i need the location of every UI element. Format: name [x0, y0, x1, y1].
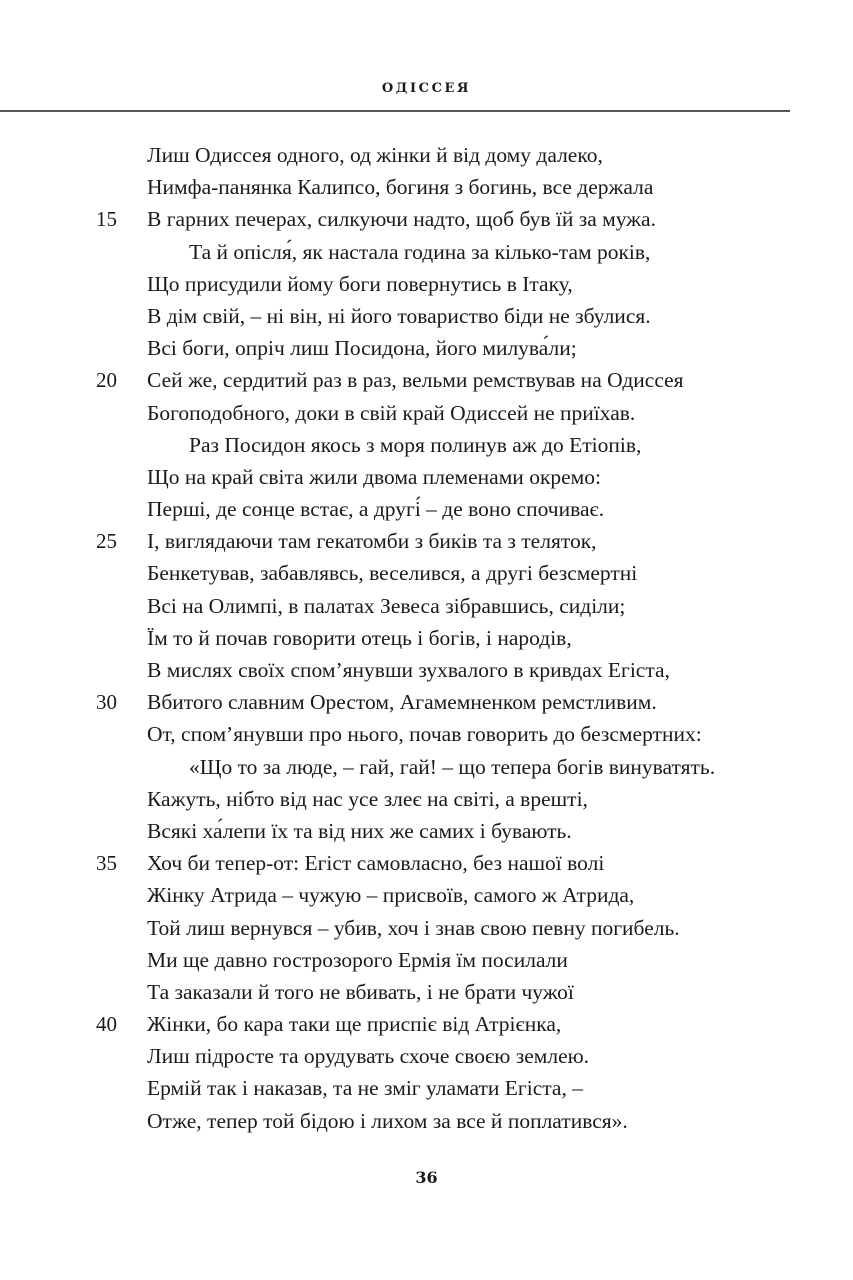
- verse-line: [0, 461, 853, 493]
- line-text: Бенкетував, забавлявсь, веселився, а другі безсмертні: [147, 561, 638, 586]
- verse-line: [0, 590, 853, 622]
- verse-line: [0, 236, 853, 268]
- line-text: Та й опісля́, як настала година за кілько-там років,: [189, 239, 651, 264]
- line-text: Отже, тепер той бідою і лихом за все й поплатився».: [147, 1108, 628, 1133]
- line-text: В дім свій, – ні він, ні його товариство біди не збулися.: [147, 303, 651, 328]
- line-text: В мислях своїх спом’янувши зухвалого в кривдах Егіста,: [147, 658, 670, 682]
- line-text: Що присудили йому боги повернутись в Ітаку,: [147, 271, 573, 296]
- line-number: 20: [96, 368, 117, 393]
- verse-line: [0, 879, 853, 911]
- verse-line: [0, 203, 853, 235]
- verse-line: [0, 847, 853, 879]
- line-text: Всякі ха́лепи їх та від них же самих і бувають.: [147, 818, 572, 843]
- verse-line: [0, 751, 853, 783]
- verse-line: [0, 332, 853, 364]
- line-number: 30: [96, 690, 117, 715]
- verse-line: [0, 525, 853, 557]
- line-text: Хоч би тепер-от: Егіст самовласно, без нашої волі: [147, 851, 605, 876]
- line-text: Раз Посидон якось з моря полинув аж до Етіопів,: [189, 432, 642, 457]
- verse-line: [0, 429, 853, 461]
- verse-line: [0, 622, 853, 654]
- line-number: 40: [96, 1012, 117, 1037]
- verse-line: [0, 686, 853, 718]
- line-text: І, виглядаючи там гекатомби з биків та з теляток,: [147, 529, 597, 554]
- verse-line: [0, 1072, 853, 1104]
- verse-line: [0, 268, 853, 300]
- line-text: Ми ще давно гострозорого Ермія їм посилали: [147, 947, 568, 972]
- line-text: Їм то й почав говорити отець і богів, і народів,: [147, 625, 572, 650]
- verse-line: [0, 139, 853, 171]
- verse-line: [0, 300, 853, 332]
- verse-line: [0, 976, 853, 1008]
- line-text: Ермій так і наказав, та не зміг уламати Егіста, –: [147, 1076, 583, 1101]
- running-head: ОДІССЕЯ: [381, 81, 472, 96]
- verse-line: [0, 912, 853, 944]
- verse-line: [0, 718, 853, 750]
- line-text: Всі боги, опріч лиш Посидона, його милува́ли;: [147, 336, 577, 361]
- line-text: Той лиш вернувся – убив, хоч і знав свою певну погибель.: [147, 915, 680, 940]
- line-text: Нимфа-панянка Калипсо, богиня з богинь, все держала: [147, 175, 654, 200]
- verse-line: [0, 1040, 853, 1072]
- verse-line: [0, 1105, 853, 1137]
- line-text: От, спом’янувши про нього, почав говорить до безсмертних:: [147, 722, 702, 747]
- line-text: Богоподобного, доки в свій край Одиссей не приїхав.: [147, 400, 636, 425]
- verse-block: [0, 139, 853, 1137]
- line-text: Лиш Одиссея одного, од жінки й від дому далеко,: [147, 143, 603, 167]
- line-text: Та заказали й того не вбивать, і не брати чужої: [147, 979, 574, 1004]
- verse-line: [0, 783, 853, 815]
- line-text: Що на край світа жили двома племенами окремо:: [147, 464, 602, 489]
- verse-line: [0, 171, 853, 203]
- line-text: Сей же, сердитий раз в раз, вельми ремствував на Одиссея: [147, 368, 684, 393]
- line-text: Кажуть, нібто від нас усе злеє на світі, а врешті,: [147, 786, 588, 811]
- page-number: 36: [415, 1168, 438, 1187]
- verse-line: [0, 654, 853, 686]
- line-number: 25: [96, 529, 117, 554]
- line-text: В гарних печерах, силкуючи надто, щоб був їй за мужа.: [147, 207, 656, 232]
- verse-line: [0, 493, 853, 525]
- line-text: Перші, де сонце встає, а другі́ – де воно спочиває.: [147, 497, 605, 522]
- verse-line: [0, 364, 853, 396]
- line-text: Вбитого славним Орестом, Агамемненком ремстливим.: [147, 690, 657, 715]
- line-text: Всі на Олимпі, в палатах Зевеса зібравшись, сиділи;: [147, 593, 626, 618]
- verse-line: [0, 397, 853, 429]
- line-text: Жінки, бо кара таки ще приспіє від Атрієнка,: [147, 1012, 562, 1037]
- line-text: Жінку Атрида – чужую – присвоїв, самого ж Атрида,: [147, 883, 635, 908]
- verse-line: [0, 1008, 853, 1040]
- line-number: 35: [96, 851, 117, 876]
- line-text: «Що то за люде, – гай, гай! – що тепера богів винуватять.: [189, 754, 716, 779]
- line-number: 15: [96, 207, 117, 232]
- header-rule: [0, 110, 790, 112]
- verse-line: [0, 557, 853, 589]
- verse-line: [0, 815, 853, 847]
- line-text: Лиш підросте та орудувать схоче своєю землею.: [147, 1044, 590, 1069]
- verse-line: [0, 944, 853, 976]
